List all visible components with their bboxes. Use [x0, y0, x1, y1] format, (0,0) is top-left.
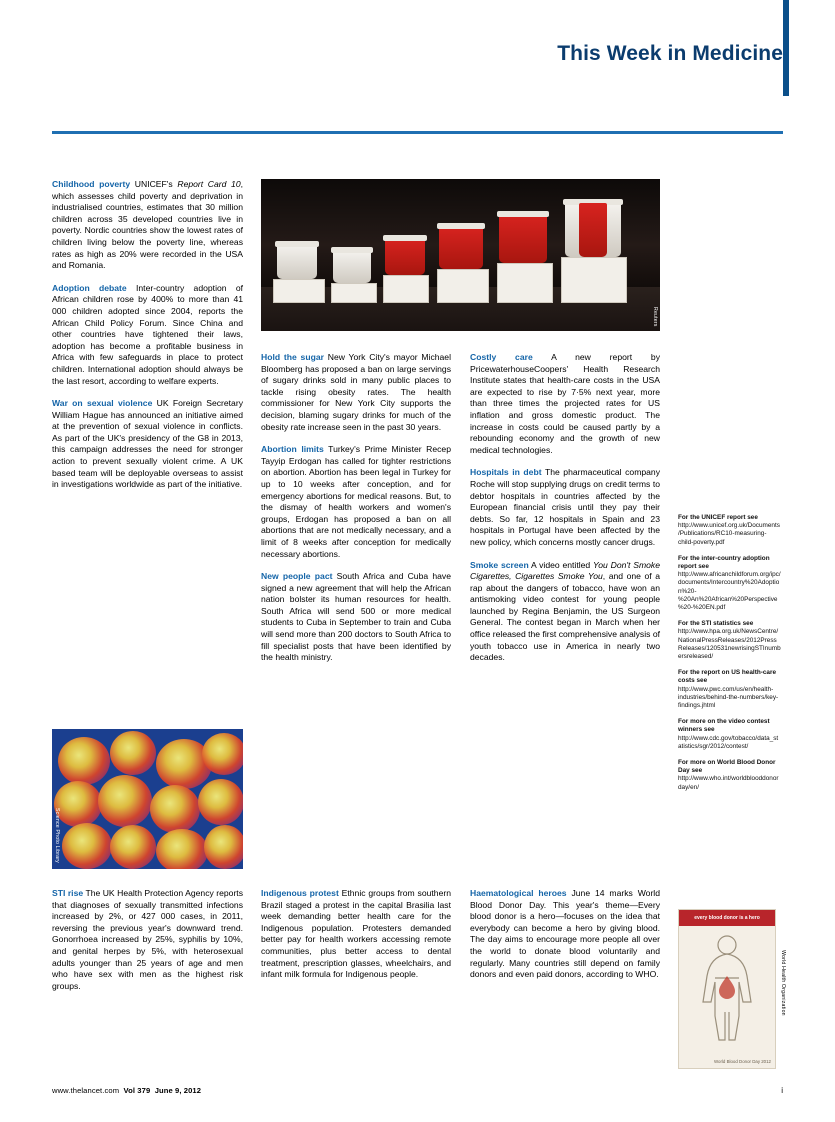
- reference-sidebar: [678, 514, 781, 800]
- article-indigenous-protest: [261, 888, 451, 981]
- reference-item: [678, 759, 781, 792]
- reference-item: [678, 669, 781, 710]
- human-figure-illustration: [691, 932, 763, 1044]
- article-lead: Abortion limits: [261, 444, 324, 455]
- reference-label: For the STI statistics see: [678, 620, 754, 628]
- reference-url[interactable]: http://www.hpa.org.uk/NewsCentre/NationalPressReleases/2012PressReleases/120531newrisingSTInumbersreleased/: [678, 628, 781, 661]
- reference-url[interactable]: http://www.pwc.com/us/en/health-industries/behind-the-numbers/key-findings.jhtml: [678, 685, 779, 710]
- article-lead: Smoke screen: [470, 559, 529, 570]
- footer-website[interactable]: www.thelancet.com: [52, 1086, 120, 1095]
- article-body: New York City's mayor Michael Bloomberg has proposed a ban on large servings of sugary drinks sold in many public places to tackle rising obesity rates. The health commissioner for New York City supports the decision, blaming sugary drinks for much of the obesity rate increase seen in the past 30 years.: [261, 352, 451, 432]
- article-sti-rise: [52, 888, 243, 992]
- article-body: Inter-country adoption of African children rose by 400% to more than 41 000 children adopted since 2004, reports the African Child Policy Forum. Since China and other countries have tightened their laws, adoption has become a profitable business in Africa with few safeguards in place to protect children. International adoption should always be the last resort, according to welfare experts.: [52, 282, 244, 386]
- article-abortion-limits: [261, 444, 451, 560]
- article-body: June 14 marks World Blood Donor Day. This year's theme—Every blood donor is a hero—focuses on the idea that everybody can become a hero by giving blood. The day aims to encourage more people all over the world to donate blood voluntarily and regularly. Many countries still depend on family donors and even paid donors, according to WHO.: [470, 888, 660, 980]
- article-body: A new report by PricewaterhouseCoopers' Health Research Institute states that health-care costs in the USA are expected to rise by 7·5% next year, more than three times the projected rates for US inflation and gross domestic product. The increase in costs could be caused partly by a rebounding economy and the growth of new medical technologies.: [470, 352, 660, 455]
- page-title: This Week in Medicine: [557, 42, 783, 65]
- reference-label: For more on the video contest winners see: [678, 718, 770, 734]
- article-body: UK Foreign Secretary William Hague has announced an initiative aimed at the prevention of sexual violence in conflicts. As part of the UK's presidency of the G8 in 2013, this campaign addresses the need for stronger action to prevent sexually violent crime. A UK based team will be deployable overseas to assist in investigations worldwide as part of the initiative.: [52, 398, 243, 490]
- poster-footer-text: World Blood Donor Day 2012: [713, 1059, 771, 1064]
- column-one: [52, 179, 243, 491]
- column-two: [261, 352, 451, 664]
- article-body: The UK Health Protection Agency reports that diagnoses of sexually transmitted infections increased by 2%, or 427 000 cases, in 2011, reversing the previous year's downward trend. Gonorrhoea increased by 25%, syphilis by 10%, and genital herpes by 5%, with heterosexual adults younger than 25 years of age and men who have sex with men as the highest risk groups.: [52, 888, 243, 991]
- article-smoke-screen: [470, 560, 660, 664]
- reference-item: [678, 555, 781, 612]
- article-lead: War on sexual violence: [52, 398, 153, 409]
- photo-micrograph: [52, 729, 243, 869]
- column-three: [470, 352, 660, 664]
- article-lead: Childhood poverty: [52, 179, 131, 189]
- column-one-lower: [52, 888, 243, 992]
- reference-item: [678, 620, 781, 661]
- page-footer: [52, 1086, 783, 1095]
- article-body: The pharmaceutical company Roche will stop supplying drugs on credit terms to debtor hospitals in countries affected by the European financial crisis until they pay their debts. So far, 12 hospitals in Spain and 23 hospitals in Portugal have been affected by the new policy, which concerns mostly cancer drugs.: [470, 467, 661, 547]
- article-costly-care: [470, 352, 660, 456]
- reference-url[interactable]: http://www.unicef.org.uk/Documents/Publications/RC10-measuring-child-poverty.pdf: [678, 522, 780, 546]
- footer-page-number: i: [781, 1086, 783, 1095]
- article-hold-the-sugar: [261, 352, 451, 433]
- footer-left: [52, 1086, 201, 1095]
- poster-heading: every blood donor is a hero: [679, 910, 775, 926]
- article-body: Turkey's Prime Minister Recep Tayyip Erdogan has called for tighter restrictions on abortion. Abortion has been legal in Turkey for up to 10 weeks after conception, and for emergency abortions for medical reasons. But, to the dismay of health workers and women's groups, Erdogan has proposed a ban on all abortions that are not medically necessary, and a limit of 8 weeks after conception for medically necessary abortions.: [261, 444, 451, 559]
- header-accent-bar: [783, 0, 789, 96]
- article-lead: Adoption debate: [52, 282, 127, 293]
- article-childhood-poverty: [52, 179, 243, 272]
- footer-date: June 9, 2012: [154, 1086, 202, 1095]
- reference-label: For the UNICEF report see: [678, 514, 758, 521]
- photo-credit-bottom: World Health Organization: [780, 950, 786, 1016]
- footer-volume: Vol 379: [123, 1086, 151, 1095]
- article-italic: Report Card 10: [177, 179, 241, 189]
- article-war-on-sexual-violence: [52, 398, 243, 491]
- reference-url[interactable]: http://www.who.int/worldblooddonorday/en/: [678, 775, 779, 791]
- column-two-lower: [261, 888, 451, 981]
- reference-item: [678, 718, 781, 751]
- article-body: UNICEF's: [130, 179, 178, 189]
- photo-credit-middle: Science Photo Library: [54, 808, 60, 863]
- reference-label: For more on World Blood Donor Day see: [678, 759, 776, 775]
- article-adoption-debate: [52, 283, 243, 387]
- article-lead: Indigenous protest: [261, 888, 339, 898]
- article-lead: Costly care: [470, 352, 533, 362]
- reference-url[interactable]: http://www.cdc.gov/tobacco/data_statistics/sgr/2012/contest/: [678, 734, 779, 750]
- reference-label: For the report on US health-care costs see: [678, 669, 777, 685]
- reference-label: For the inter-country adoption report see: [678, 554, 770, 571]
- article-lead: New people pact: [261, 571, 333, 582]
- reference-url[interactable]: http://www.africanchildforum.org/ipc/documents/Intercountry%20Adoption%20-%20An%20African%20Perspective%20-%20EN.pdf: [678, 571, 781, 612]
- article-new-people-pact: [261, 571, 451, 664]
- reference-item: [678, 514, 781, 547]
- article-hospitals-in-debt: [470, 467, 660, 548]
- article-haematological-heroes: [470, 888, 660, 981]
- article-lead: STI rise: [52, 888, 84, 898]
- photo-blood-donor-poster: [678, 909, 776, 1069]
- article-lead: Hold the sugar: [261, 352, 324, 362]
- article-italic: You Don't Smoke Cigarettes, Cigarettes Smoke You: [470, 559, 660, 582]
- article-body: South Africa and Cuba have signed a new agreement that will help the African nation bolster its human resources for health. South Africa will send 500 or more medical students to Cuba in September to train and Cuba will send more than 200 doctors to South Africa to fill specialist posts that have been identified by the health ministry.: [261, 571, 451, 663]
- article-body-cont: , and one of a rap about the dangers of tobacco, have won an antismoking video contest for young people launched by Regina Benjamin, the US Surgeon General. The contest began in March when her office released the first comprehensive analysis of youth tobacco use in America in nearly two decades.: [470, 571, 660, 663]
- article-lead: Haematological heroes: [470, 888, 567, 898]
- article-body-cont: , which assesses child poverty and deprivation in industrialised countries, estimates that 30 million children across 35 developed countries live in poverty. Nordic countries show the lowest rates of children living below the poverty line, whereas rates as high as 20% were recorded in the USA and Romania.: [52, 179, 243, 271]
- photo-credit-top: Reuters: [652, 307, 658, 327]
- column-three-lower: [470, 888, 660, 981]
- article-body: Ethnic groups from southern Brazil staged a protest in the capital Brasilia last week demanding better health care for the Indigenous population. Protesters demanded better pay for health workers accessing remote communities, plus better access to dental treatment, prescription glasses, wheelchairs, and infant milk formula for Indigenous people.: [261, 888, 452, 980]
- article-lead: Hospitals in debt: [470, 467, 542, 478]
- article-body: A video entitled: [528, 559, 594, 570]
- header-divider: [52, 131, 783, 134]
- photo-sugar-cups: [261, 179, 660, 331]
